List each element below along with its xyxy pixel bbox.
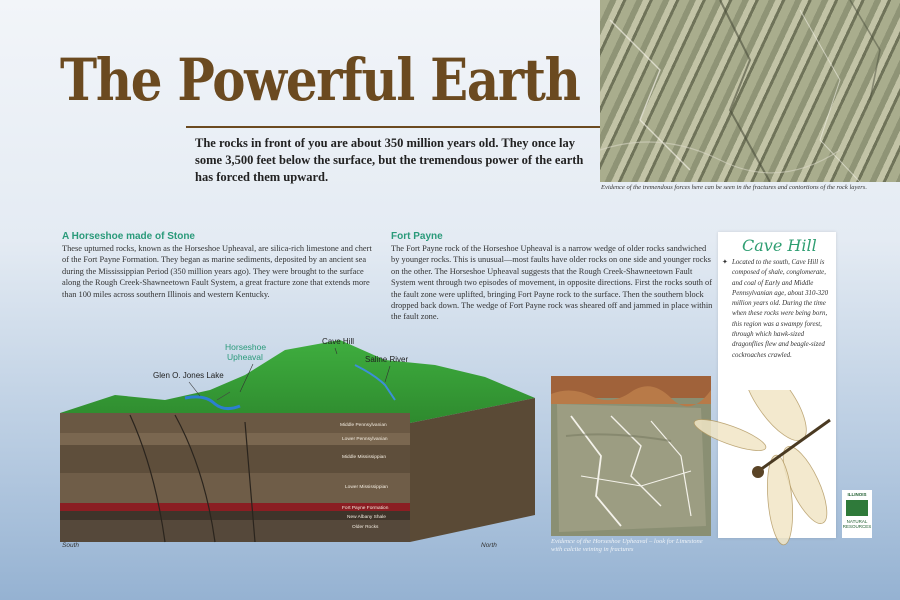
title-divider (186, 126, 602, 128)
section-body-fort-payne: The Fort Payne rock of the Horseshoe Upheaval is a narrow wedge of older rocks sandwiched by younger rocks. This is unusual—most faults have older rocks on one side and younger rocks on the other. The Horseshoe Upheaval suggests that the Rough Creek-Shawneetown Fault System went through two episodes of movement, in opposite directions. First the rocks south of the fault zone were uplifted, bringing Fort Payne rock to the surface. Then the southern block dropped back down. The wedge of Fort Payne rock was sheared off and jammed in place within the fault zone. (391, 244, 713, 322)
section-body-horseshoe: These upturned rocks, known as the Horseshoe Upheaval, are silica-rich limestone and chert of the Fort Payne Formation. They began as marine sediments, deposited by an ancient sea during the Mississippian Period (350 million years ago). They were brought to the surface along the Rough Creek-Shawneetown Fault System, a great fracture zone that extends more than 100 miles across southern Illinois and western Kentucky. (62, 244, 372, 299)
intro-text: The rocks in front of you are about 350 million years old. They once lay some 3,500 feet below the surface, but the tremendous power of the earth has forced them upward. (195, 136, 584, 184)
direction-south: South (62, 542, 79, 549)
agency-logo (842, 490, 872, 538)
rock-cliff-photo (600, 0, 900, 182)
rock-photo-caption: Evidence of the tremendous forces here can be seen in the fractures and contortions of the rock layers. (601, 184, 867, 191)
state-outline-icon (846, 500, 868, 516)
layer-fort-payne-formation: Fort Payne Formation (342, 506, 389, 511)
logo-line2: RESOURCES (842, 524, 872, 529)
label-horseshoe-upheaval-1: Horseshoe (225, 342, 267, 352)
label-glen-o-jones-lake: Glen O. Jones Lake (153, 371, 224, 380)
layer-lower-mississippian: Lower Mississippian (345, 485, 388, 490)
layer-lower-pennsylvanian: Lower Pennsylvanian (342, 437, 388, 442)
cave-hill-title: Cave Hill (742, 236, 817, 255)
layer-middle-mississippian: Middle Mississippian (342, 455, 386, 460)
limestone-photo-caption: Evidence of the Horseshoe Upheaval – look for Limestone with calcite veining in fractures (551, 538, 703, 553)
layer-middle-pennsylvanian: Middle Pennsylvanian (340, 423, 387, 428)
layer-older-rocks: Older Rocks (352, 525, 379, 530)
label-cave-hill: Cave Hill (322, 337, 355, 346)
section-heading-horseshoe: A Horseshoe made of Stone (62, 231, 195, 242)
layer-new-albany-shale: New Albany Shale (347, 515, 386, 520)
label-saline-river: Saline River (365, 355, 409, 364)
limestone-photo (551, 376, 711, 536)
label-horseshoe-upheaval-2: Upheaval (227, 352, 263, 362)
bullet-icon: ✦ (722, 258, 728, 266)
direction-north: North (481, 542, 497, 549)
logo-line1: NATURAL (846, 519, 868, 524)
cave-hill-text: Located to the south, Cave Hill is composed of shale, conglomerate, and coal of Early and Middle Pennsylvanian age, about 310-320 million years old. During the time when these rocks were being born, this region was a swampy forest, through which hawk-sized dragonflies flew and beagle-sized cockroaches crawled. (732, 259, 829, 359)
page-title: The Powerful Earth (60, 46, 580, 114)
fault-cross-section-diagram (55, 330, 540, 550)
section-heading-fort-payne: Fort Payne (391, 231, 443, 242)
logo-top-text: ILLINOIS (847, 492, 867, 497)
